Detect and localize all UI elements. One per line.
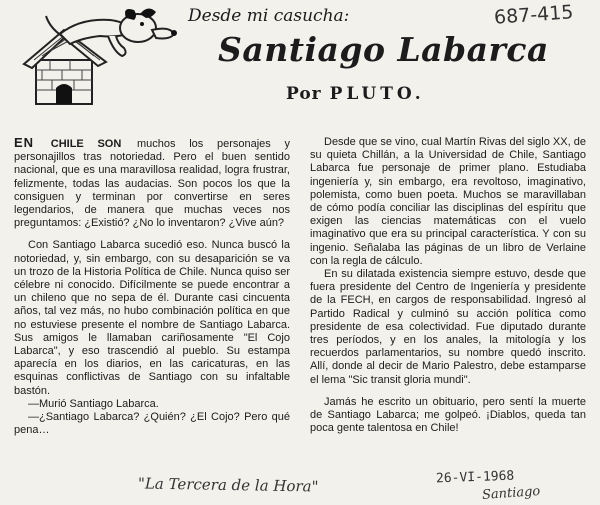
- section-kicker: Desde mi casucha:: [188, 6, 350, 26]
- handwritten-city: Santiago: [481, 483, 541, 504]
- paragraph: [14, 136, 290, 230]
- byline-prefix: Por: [286, 84, 322, 104]
- paragraph: Jamás he escrito un obituario, pero sentí la muerte de Santiago Labarca; me golpeó. ¡Diablos, queda tan poca gente talentosa en Chile!: [310, 395, 586, 435]
- paragraph: Desde que se vino, cual Martín Rivas del siglo XX, de su quieta Chillán, a la Universidad de Chile, Santiago Labarca fue personaje de primer plano. Estudiaba ingeniería y, sin embargo, era revoltoso, imaginativo, polemista, como buen poeta. Muchos se maravillaban de cómo podía conciliar las disciplinas del espíritu que exigen las ciencias matemáticas con el vuelo imaginativo que era su principal característica. Y con su ingenio. Señalaba las páginas de un libro de Verlaine con la regla de cálculo.: [310, 136, 586, 267]
- lead-phrase: CHILE SON: [50, 138, 122, 150]
- paragraph: Con Santiago Labarca sucedió eso. Nunca buscó la notoriedad, y, sin embargo, con su desaparición se va un trozo de la Historia Política de Chile. Nunca quiso ser célebre ni conocido. Difícilmente se puede encontrar a un chileno que no sepa de él. Durante casi cincuenta años, tal vez más, no hubo combinación política en que no estuviese presente el nombre de Santiago Labarca. Sus amigos le llamaban cariñosamente "El Cojo Labarca", y eso trascendió al pueblo. Su estampa aparecía en los diarios, en las caricaturas, en las esquinas conflictivas de Santiago con su infaltable bastón.: [14, 239, 290, 397]
- paragraph: —Murió Santiago Labarca.: [28, 397, 159, 410]
- article-column-left: [14, 136, 290, 437]
- handwritten-date: 26-VI-1968: [435, 468, 515, 487]
- paragraph: —¿Santiago Labarca? ¿Quién? ¿El Cojo? Pero qué pena…: [14, 411, 290, 437]
- dog-on-doghouse-icon: [10, 4, 182, 110]
- article-title: Santiago Labarca: [218, 30, 549, 69]
- handwritten-source: "La Tercera de la Hora": [137, 474, 319, 496]
- paragraph: En su dilatada existencia siempre estuvo, desde que fuera presidente del Centro de Ingeniería y presidente de la FECH, en cargos de responsabilidad. Ingresó al Partido Radical y culminó su acción política como presidente de esa colectividad. Fue diputado durante tres períodos, y en los anales, la mitología y los recuerdos parlamentarios, su nombre quedó inscrito. Allí, donde al decir de Mario Palestro, debe estamparse el lema "Sic transit gloria mundi".: [310, 268, 586, 386]
- article-column-right: [310, 136, 586, 435]
- byline: [286, 84, 425, 104]
- byline-author: PLUTO.: [329, 84, 425, 104]
- handwritten-reference-number: 687-415: [493, 1, 575, 29]
- lead-word: EN: [14, 135, 35, 150]
- paragraph-text: muchos los personajes y personajillos tras notoriedad. Pero el buen sentido nacional, que es una maravillosa realidad, logra frustrar, felizmente, todas las audacias. Son pocos los que la consiguen y terminan por convertirse en seres legendarios, de manera que muchas veces nos preguntamos: ¿Existió? ¿No lo inventaron? ¿Vive aún?: [14, 138, 290, 230]
